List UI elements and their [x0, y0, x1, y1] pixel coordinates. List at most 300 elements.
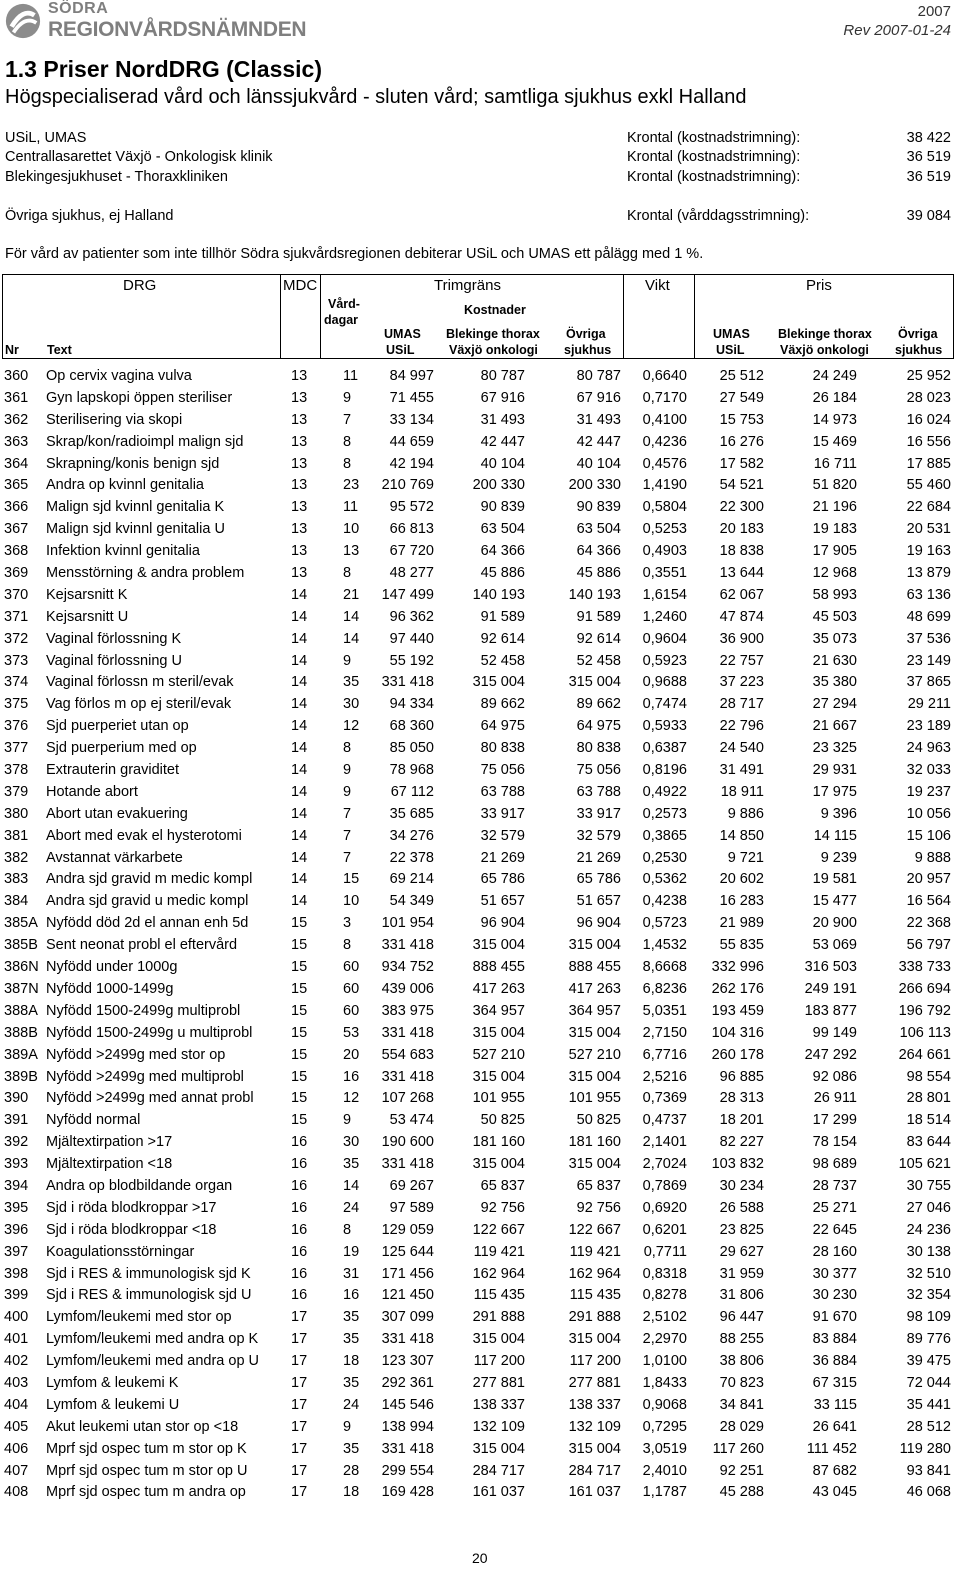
drg-text: Op cervix vagina vulva [46, 368, 192, 384]
vard-dagar: 11 [343, 499, 359, 516]
vard-dagar: 35 [343, 1440, 360, 1457]
vikt: 2,1401 [642, 1134, 687, 1151]
trim-blekinge: 119 421 [473, 1243, 525, 1260]
pris-ovriga: 39 475 [906, 1353, 951, 1370]
pris-umas: 30 234 [719, 1177, 764, 1194]
drg-text: Skrap/kon/radioimpl malign sjd [46, 433, 244, 450]
trim-umas: 96 362 [389, 608, 434, 625]
trim-ovriga: 315 004 [568, 1331, 621, 1348]
trim-ovriga: 80 838 [576, 740, 621, 757]
drg-nr: 365 [4, 477, 29, 494]
drg-text: Sent neonat probl el eftervård [46, 937, 238, 954]
pris-ovriga: 17 885 [906, 455, 951, 472]
vikt: 0,4737 [642, 1112, 687, 1129]
pris-ovriga: 28 512 [906, 1418, 951, 1435]
mdc: 15 [291, 915, 308, 932]
vikt: 0,6920 [642, 1199, 687, 1216]
vard-dagar: 8 [343, 433, 352, 450]
pris-blekinge: 19 183 [812, 521, 857, 538]
drg-text: Mprf sjd ospec tum m andra op [46, 1484, 246, 1501]
vikt: 1,1787 [642, 1484, 687, 1501]
trim-ovriga: 284 717 [568, 1462, 621, 1479]
pris-blekinge: 23 325 [812, 740, 857, 757]
pris-ovriga: 16 024 [906, 411, 951, 428]
vikt: 0,2530 [642, 849, 687, 866]
trim-blekinge: 21 269 [480, 849, 525, 866]
drg-nr: 400 [4, 1309, 29, 1326]
table-row [0, 521, 960, 543]
pris-ovriga: 55 460 [906, 477, 951, 494]
pris-umas: 9 886 [727, 805, 764, 822]
mdc: 14 [291, 696, 308, 713]
mdc: 16 [291, 1134, 308, 1151]
trim-ovriga: 315 004 [568, 1068, 621, 1085]
vikt: 0,8196 [642, 762, 687, 779]
drg-text: Andra op kvinnl genitalia [46, 477, 204, 494]
table-row [0, 806, 960, 828]
header-pris-sjukhus: sjukhus [895, 343, 943, 357]
vikt: 0,7295 [642, 1418, 687, 1435]
pris-umas: 54 521 [719, 477, 764, 494]
pris-blekinge: 51 820 [812, 477, 857, 494]
trim-ovriga: 315 004 [568, 1024, 621, 1041]
trim-umas: 123 307 [381, 1353, 434, 1370]
header-pris: Pris [806, 277, 832, 294]
trim-ovriga: 64 975 [576, 718, 621, 735]
pris-ovriga: 338 733 [898, 959, 951, 976]
hospital-label: Centrallasarettet Växjö - Onkologisk klinik [5, 149, 273, 165]
vikt: 0,6640 [642, 368, 687, 384]
vard-dagar: 10 [343, 893, 360, 910]
pris-umas: 38 806 [719, 1353, 764, 1370]
pris-ovriga: 63 136 [906, 586, 951, 603]
mdc: 15 [291, 980, 308, 997]
pris-ovriga: 16 556 [906, 433, 951, 450]
trim-umas: 210 769 [381, 477, 434, 494]
vikt: 0,6387 [642, 740, 687, 757]
trim-ovriga: 21 269 [576, 849, 621, 866]
pris-umas: 36 900 [719, 630, 764, 647]
trim-ovriga: 67 916 [576, 389, 621, 406]
header-dagar: dagar [324, 313, 359, 327]
header-nr: Nr [5, 343, 19, 357]
table-row [0, 1419, 960, 1441]
drg-nr: 387N [4, 980, 39, 997]
krontal-value: 39 084 [906, 208, 951, 224]
pris-ovriga: 93 841 [906, 1462, 951, 1479]
trim-ovriga: 291 888 [568, 1309, 621, 1326]
hospital-label: Blekingesjukhuset - Thoraxkliniken [5, 169, 228, 185]
logo [4, 0, 307, 42]
krontal-label: Krontal (kostnadstrimning): [627, 130, 801, 146]
drg-text: Infektion kvinnl genitalia [46, 543, 200, 560]
vikt: 0,4903 [642, 543, 687, 560]
table-row [0, 1134, 960, 1156]
pris-blekinge: 45 503 [812, 608, 857, 625]
mdc: 14 [291, 608, 308, 625]
vikt: 0,9688 [642, 674, 687, 691]
trim-ovriga: 138 337 [568, 1396, 621, 1413]
pris-umas: 96 885 [719, 1068, 764, 1085]
vard-dagar: 14 [343, 630, 360, 647]
drg-nr: 372 [4, 630, 29, 647]
trim-umas: 42 194 [389, 455, 434, 472]
trim-umas: 331 418 [381, 1331, 434, 1348]
trim-umas: 934 752 [381, 959, 434, 976]
vikt: 0,8318 [642, 1265, 687, 1282]
vard-dagar: 8 [343, 937, 352, 954]
trim-umas: 33 134 [389, 411, 434, 428]
trim-umas: 35 685 [389, 805, 434, 822]
pris-umas: 17 582 [719, 455, 764, 472]
pris-ovriga: 23 189 [906, 718, 951, 735]
pris-ovriga: 22 368 [906, 915, 951, 932]
trim-umas: 69 267 [389, 1177, 434, 1194]
table-row [0, 1266, 960, 1288]
drg-nr: 360 [4, 368, 29, 384]
table-row [0, 762, 960, 784]
table-row [0, 565, 960, 587]
vard-dagar: 16 [343, 1287, 360, 1304]
drg-text: Sjd puerperiet utan op [46, 718, 189, 735]
pris-umas: 23 825 [719, 1221, 764, 1238]
pris-umas: 88 255 [719, 1331, 764, 1348]
pris-blekinge: 26 911 [813, 1090, 857, 1107]
vard-dagar: 8 [343, 565, 352, 582]
drg-text: Nyfödd död 2d el annan enh 5d [46, 915, 249, 932]
vard-dagar: 8 [343, 1221, 352, 1238]
pris-blekinge: 83 884 [812, 1331, 857, 1348]
trim-umas: 147 499 [381, 586, 434, 603]
trim-ovriga: 119 421 [569, 1243, 621, 1260]
pris-umas: 193 459 [711, 1002, 764, 1019]
header-pris-usil: USiL [716, 343, 745, 357]
trim-ovriga: 315 004 [568, 937, 621, 954]
trim-blekinge: 63 788 [480, 783, 525, 800]
drg-nr: 397 [4, 1243, 29, 1260]
table-row [0, 368, 960, 390]
trim-blekinge: 117 200 [473, 1353, 525, 1370]
table-row [0, 1244, 960, 1266]
trim-umas: 145 546 [381, 1396, 434, 1413]
pris-blekinge: 25 271 [812, 1199, 857, 1216]
trim-ovriga: 45 886 [576, 565, 621, 582]
vikt: 0,5362 [642, 871, 687, 888]
table-row [0, 1156, 960, 1178]
table-row [0, 981, 960, 1003]
drg-nr: 390 [4, 1090, 29, 1107]
trim-blekinge: 888 455 [472, 959, 525, 976]
table-row [0, 1375, 960, 1397]
pris-blekinge: 91 670 [812, 1309, 857, 1326]
trim-ovriga: 315 004 [568, 1440, 621, 1457]
trim-blekinge: 101 955 [472, 1090, 525, 1107]
vikt: 2,4010 [642, 1462, 687, 1479]
trim-ovriga: 364 957 [568, 1002, 621, 1019]
vikt: 0,5923 [642, 652, 687, 669]
drg-table-body [0, 368, 960, 1506]
pris-ovriga: 24 236 [906, 1221, 951, 1238]
drg-nr: 373 [4, 652, 29, 669]
pris-umas: 22 757 [719, 652, 764, 669]
drg-nr: 381 [4, 827, 29, 844]
drg-text: Abort utan evakuering [46, 805, 188, 822]
pris-ovriga: 83 644 [906, 1134, 951, 1151]
drg-nr: 389A [4, 1046, 38, 1063]
vikt: 0,2573 [642, 805, 687, 822]
pris-umas: 103 832 [711, 1156, 764, 1173]
trim-blekinge: 67 916 [480, 389, 525, 406]
pris-ovriga: 28 023 [906, 389, 951, 406]
drg-nr: 379 [4, 783, 29, 800]
trim-blekinge: 181 160 [472, 1134, 525, 1151]
pris-blekinge: 14 115 [813, 827, 857, 844]
drg-nr: 375 [4, 696, 29, 713]
trim-blekinge: 138 337 [472, 1396, 525, 1413]
drg-text: Vaginal förlossning K [46, 630, 182, 647]
pris-ovriga: 32 033 [906, 762, 951, 779]
table-row [0, 850, 960, 872]
header-pris-vaxjo: Växjö onkologi [780, 343, 869, 357]
pris-blekinge: 92 086 [812, 1068, 857, 1085]
drg-nr: 391 [4, 1112, 29, 1129]
trim-umas: 84 997 [389, 368, 434, 384]
pris-blekinge: 21 667 [812, 718, 857, 735]
pris-umas: 18 911 [720, 783, 764, 800]
vard-dagar: 10 [343, 521, 360, 538]
trim-blekinge: 80 838 [480, 740, 525, 757]
mdc: 16 [291, 1177, 308, 1194]
pris-umas: 9 721 [727, 849, 764, 866]
mdc: 17 [291, 1484, 308, 1501]
table-row [0, 653, 960, 675]
pris-blekinge: 15 477 [812, 893, 857, 910]
table-row [0, 543, 960, 565]
trim-ovriga: 315 004 [568, 674, 621, 691]
vikt: 0,7869 [642, 1177, 687, 1194]
pris-umas: 24 540 [719, 740, 764, 757]
trim-blekinge: 90 839 [480, 499, 525, 516]
drg-nr: 366 [4, 499, 29, 516]
vard-dagar: 8 [343, 455, 352, 472]
drg-nr: 370 [4, 586, 29, 603]
trim-ovriga: 315 004 [568, 1156, 621, 1173]
trim-blekinge: 161 037 [472, 1484, 525, 1501]
pris-ovriga: 28 801 [906, 1090, 951, 1107]
pris-blekinge: 20 900 [812, 915, 857, 932]
table-row [0, 828, 960, 850]
pris-umas: 47 874 [719, 608, 764, 625]
pris-umas: 31 491 [719, 762, 764, 779]
vard-dagar: 60 [343, 959, 360, 976]
drg-text: Kejsarsnitt U [46, 608, 129, 625]
drg-text: Nyfödd 1000-1499g [46, 980, 174, 997]
drg-nr: 367 [4, 521, 29, 538]
pris-blekinge: 15 469 [812, 433, 857, 450]
vard-dagar: 31 [343, 1265, 360, 1282]
trim-blekinge: 417 263 [472, 980, 525, 997]
header-mdc: MDC [283, 277, 318, 294]
pris-umas: 20 602 [719, 871, 764, 888]
drg-text: Sterilisering via skopi [46, 411, 183, 428]
pris-ovriga: 196 792 [898, 1002, 951, 1019]
pris-blekinge: 30 230 [812, 1287, 857, 1304]
mdc: 14 [291, 783, 308, 800]
drg-nr: 394 [4, 1177, 29, 1194]
trim-umas: 55 192 [389, 652, 434, 669]
table-row [0, 1397, 960, 1419]
mdc: 17 [291, 1462, 308, 1479]
trim-umas: 54 349 [389, 893, 434, 910]
vikt: 6,7716 [642, 1046, 687, 1063]
pris-ovriga: 20 957 [906, 871, 951, 888]
vikt: 0,9604 [642, 630, 687, 647]
trim-blekinge: 32 579 [480, 827, 525, 844]
krontal-value: 38 422 [906, 130, 951, 146]
vard-dagar: 9 [343, 1112, 352, 1129]
krontal-row [5, 149, 951, 167]
header-sjukhus: sjukhus [564, 343, 612, 357]
pris-blekinge: 249 191 [804, 980, 857, 997]
table-row [0, 871, 960, 893]
pris-umas: 62 067 [719, 586, 764, 603]
krontal-label: Krontal (kostnadstrimning): [627, 169, 801, 185]
trim-ovriga: 63 504 [576, 521, 621, 538]
drg-text: Gyn lapskopi öppen steriliser [46, 389, 233, 406]
trim-umas: 138 994 [381, 1418, 434, 1435]
trim-umas: 97 440 [389, 630, 434, 647]
trim-umas: 107 268 [381, 1090, 434, 1107]
vikt: 0,4238 [642, 893, 687, 910]
vikt: 1,0100 [642, 1353, 687, 1370]
pris-ovriga: 119 280 [899, 1440, 951, 1457]
vikt: 2,5102 [642, 1309, 687, 1326]
trim-ovriga: 101 955 [568, 1090, 621, 1107]
trim-blekinge: 40 104 [480, 455, 525, 472]
pris-umas: 25 512 [719, 368, 764, 384]
trim-blekinge: 115 435 [473, 1287, 525, 1304]
trim-umas: 48 277 [389, 565, 434, 582]
table-row [0, 1178, 960, 1200]
vikt: 0,3865 [642, 827, 687, 844]
pris-umas: 16 276 [719, 433, 764, 450]
trim-blekinge: 284 717 [472, 1462, 525, 1479]
drg-nr: 406 [4, 1440, 29, 1457]
drg-nr: 371 [4, 608, 29, 625]
vard-dagar: 24 [343, 1199, 360, 1216]
pris-umas: 16 283 [719, 893, 764, 910]
pris-ovriga: 266 694 [898, 980, 951, 997]
pris-umas: 260 178 [711, 1046, 764, 1063]
pris-blekinge: 43 045 [812, 1484, 857, 1501]
drg-text: Sjd i RES & immunologisk sjd K [46, 1265, 251, 1282]
pris-umas: 18 201 [719, 1112, 764, 1129]
pris-blekinge: 30 377 [812, 1265, 857, 1282]
vard-dagar: 53 [343, 1024, 360, 1041]
pris-ovriga: 22 684 [906, 499, 951, 516]
trim-ovriga: 31 493 [576, 411, 621, 428]
table-row [0, 1090, 960, 1112]
drg-nr: 377 [4, 740, 29, 757]
drg-nr: 363 [4, 433, 29, 450]
vard-dagar: 12 [343, 1090, 360, 1107]
drg-text: Malign sjd kvinnl genitalia K [46, 499, 225, 516]
drg-text: Sjd puerperium med op [46, 740, 197, 757]
mdc: 14 [291, 893, 308, 910]
pris-blekinge: 17 975 [812, 783, 857, 800]
pris-umas: 34 841 [719, 1396, 764, 1413]
drg-text: Mprf sjd ospec tum m stor op K [46, 1440, 247, 1457]
pris-blekinge: 26 184 [812, 389, 857, 406]
pris-blekinge: 16 711 [813, 455, 857, 472]
pris-umas: 31 806 [719, 1287, 764, 1304]
pris-blekinge: 28 737 [812, 1177, 857, 1194]
header-usil: USiL [386, 343, 415, 357]
pris-ovriga: 105 621 [898, 1156, 951, 1173]
pris-blekinge: 35 073 [812, 630, 857, 647]
trim-blekinge: 277 881 [472, 1374, 525, 1391]
header-pris-blekinge: Blekinge thorax [778, 327, 872, 341]
krontal-row [5, 208, 951, 226]
document-year: 2007 [917, 3, 951, 20]
pris-ovriga: 19 237 [906, 783, 951, 800]
pris-umas: 82 227 [719, 1134, 764, 1151]
drg-nr: 389B [4, 1068, 38, 1085]
drg-nr: 385B [4, 937, 38, 954]
trim-umas: 22 378 [389, 849, 434, 866]
drg-nr: 376 [4, 718, 29, 735]
vard-dagar: 9 [343, 389, 352, 406]
pris-umas: 37 223 [719, 674, 764, 691]
trim-ovriga: 42 447 [576, 433, 621, 450]
drg-text: Sjd i RES & immunologisk sjd U [46, 1287, 252, 1304]
pris-ovriga: 9 888 [914, 849, 951, 866]
mdc: 14 [291, 652, 308, 669]
pris-blekinge: 53 069 [812, 937, 857, 954]
pris-ovriga: 37 865 [906, 674, 951, 691]
pris-blekinge: 22 645 [812, 1221, 857, 1238]
trim-blekinge: 315 004 [472, 1068, 525, 1085]
drg-text: Nyfödd >2499g med annat probl [46, 1090, 254, 1107]
pris-umas: 28 029 [719, 1418, 764, 1435]
trim-ovriga: 96 904 [576, 915, 621, 932]
drg-nr: 368 [4, 543, 29, 560]
hospital-label: Övriga sjukhus, ej Halland [5, 208, 174, 224]
logo-text-sodra: SÖDRA [48, 0, 109, 17]
pris-ovriga: 18 514 [906, 1112, 951, 1129]
pris-ovriga: 10 056 [906, 805, 951, 822]
vard-dagar: 23 [343, 477, 360, 494]
drg-nr: 395 [4, 1199, 29, 1216]
vikt: 0,8278 [642, 1287, 687, 1304]
trim-blekinge: 315 004 [472, 1156, 525, 1173]
mdc: 17 [291, 1374, 308, 1391]
pris-blekinge: 17 299 [812, 1112, 857, 1129]
pris-ovriga: 89 776 [906, 1331, 951, 1348]
vard-dagar: 7 [343, 805, 352, 822]
pris-blekinge: 21 630 [812, 652, 857, 669]
trim-blekinge: 162 964 [472, 1265, 525, 1282]
drg-text: Andra sjd gravid u medic kompl [46, 893, 249, 910]
trim-umas: 71 455 [389, 389, 434, 406]
mdc: 14 [291, 718, 308, 735]
vard-dagar: 24 [343, 1396, 360, 1413]
vard-dagar: 11 [343, 368, 359, 384]
drg-nr: 380 [4, 805, 29, 822]
sodra-logo-icon [4, 2, 42, 40]
krontal-label: Krontal (vårddagsstrimning): [627, 208, 810, 224]
pris-blekinge: 58 993 [812, 586, 857, 603]
